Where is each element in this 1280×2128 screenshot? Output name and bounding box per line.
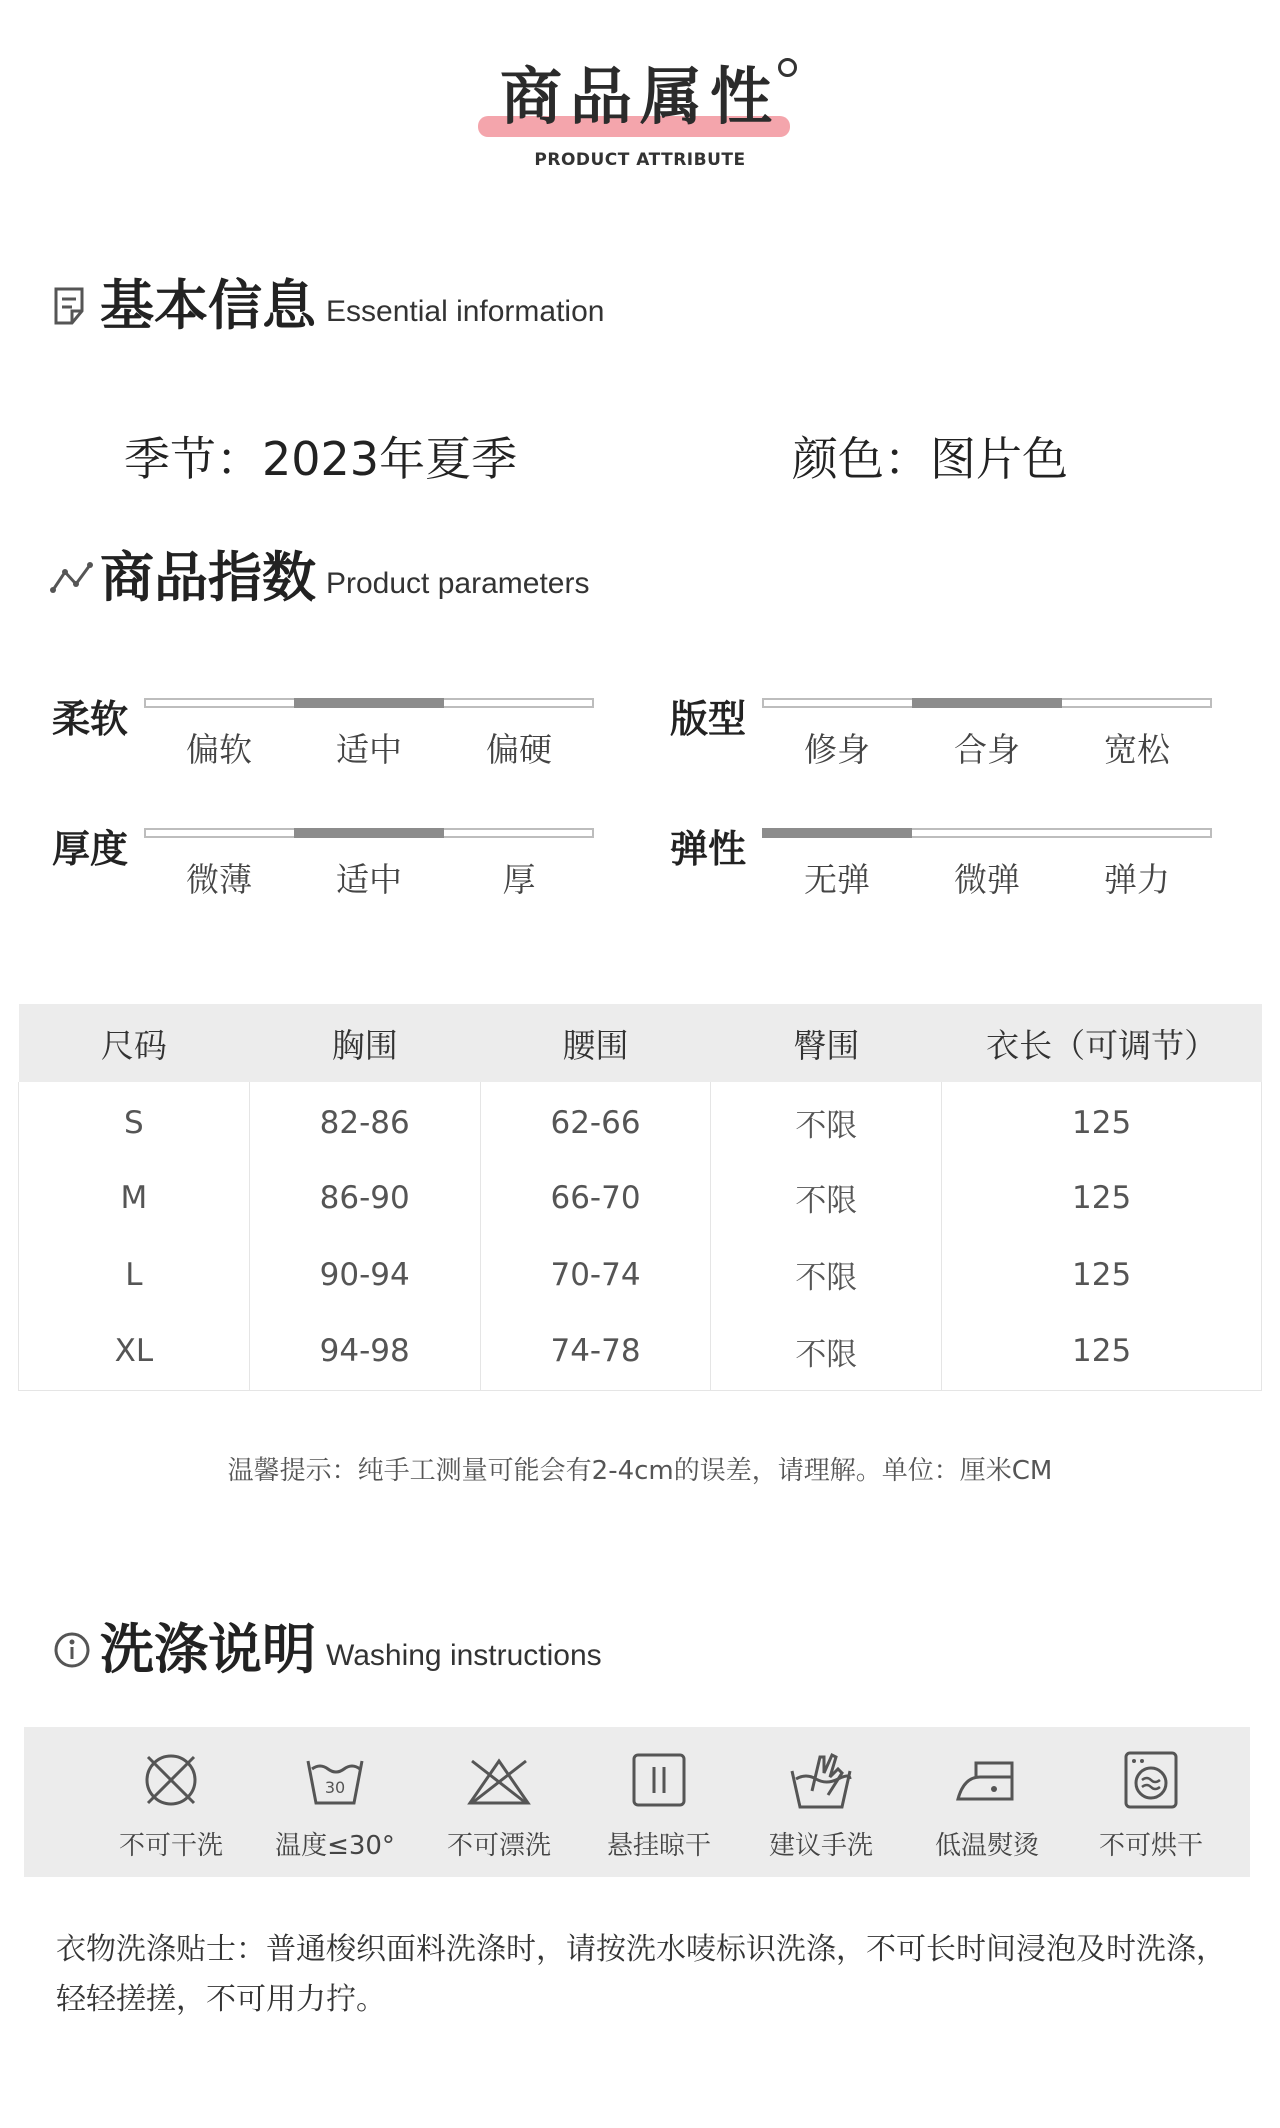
table-cell: M bbox=[19, 1159, 250, 1236]
param-track bbox=[144, 828, 594, 838]
param-track bbox=[144, 698, 594, 708]
param-option: 适中 bbox=[336, 860, 402, 899]
param-option: 微薄 bbox=[186, 860, 252, 899]
param-option: 偏软 bbox=[186, 730, 252, 769]
wash-item bbox=[260, 1741, 410, 1871]
param-selected-segment bbox=[294, 828, 444, 838]
header-waist: 腰围 bbox=[480, 1004, 711, 1082]
table-cell: 125 bbox=[942, 1236, 1262, 1313]
no-tumble-dry-icon bbox=[1118, 1747, 1184, 1813]
section-heading-basic bbox=[50, 276, 604, 336]
param-label: 弹性 bbox=[670, 827, 747, 871]
table-cell: 125 bbox=[942, 1313, 1262, 1390]
table-cell: XL bbox=[19, 1313, 250, 1390]
table-row bbox=[19, 1082, 1262, 1159]
param-1 bbox=[670, 688, 1280, 768]
header-length: 衣长（可调节） bbox=[942, 1004, 1262, 1082]
color-value: 颜色：图片色 bbox=[792, 432, 1068, 486]
table-cell: 74-78 bbox=[480, 1313, 711, 1390]
param-option: 偏硬 bbox=[486, 730, 552, 769]
section-heading-washing bbox=[50, 1620, 602, 1680]
table-cell: 66-70 bbox=[480, 1159, 711, 1236]
param-track bbox=[762, 698, 1212, 708]
table-cell: 不限 bbox=[711, 1082, 942, 1159]
table-cell: S bbox=[19, 1082, 250, 1159]
param-label: 版型 bbox=[670, 697, 747, 741]
section-heading-params bbox=[50, 548, 589, 608]
table-cell: 不限 bbox=[711, 1236, 942, 1313]
hand-wash-icon bbox=[788, 1747, 854, 1813]
table-cell: 70-74 bbox=[480, 1236, 711, 1313]
table-cell: 86-90 bbox=[249, 1159, 480, 1236]
param-2 bbox=[52, 818, 672, 898]
param-3 bbox=[670, 818, 1280, 898]
section-title-en: Essential information bbox=[326, 295, 605, 328]
param-option: 宽松 bbox=[1104, 730, 1170, 769]
header-bust: 胸围 bbox=[249, 1004, 480, 1082]
param-option: 无弹 bbox=[804, 860, 870, 899]
document-icon bbox=[50, 284, 94, 328]
param-track bbox=[762, 828, 1212, 838]
param-option: 适中 bbox=[336, 730, 402, 769]
param-0 bbox=[52, 688, 672, 768]
table-cell: L bbox=[19, 1236, 250, 1313]
param-selected-segment bbox=[294, 698, 444, 708]
wash-label: 建议手洗 bbox=[768, 1831, 873, 1861]
circle-decoration-icon bbox=[778, 58, 797, 77]
table-header-row bbox=[19, 1004, 1262, 1082]
param-option: 厚 bbox=[502, 860, 536, 899]
wash-item bbox=[912, 1741, 1062, 1871]
wash-label: 低温熨烫 bbox=[934, 1831, 1039, 1861]
svg-text:30: 30 bbox=[324, 1778, 346, 1797]
wash-label: 悬挂晾干 bbox=[606, 1831, 711, 1861]
wash-label: 温度≤30° bbox=[275, 1831, 395, 1861]
section-title-cn: 商品指数 bbox=[100, 546, 316, 609]
table-cell: 90-94 bbox=[249, 1236, 480, 1313]
wash-30-icon bbox=[302, 1747, 368, 1813]
info-icon bbox=[50, 1628, 94, 1672]
section-title-cn: 洗涤说明 bbox=[100, 1618, 316, 1681]
table-cell: 62-66 bbox=[480, 1082, 711, 1159]
table-cell: 不限 bbox=[711, 1159, 942, 1236]
page-title: 商品属性 bbox=[499, 60, 780, 133]
low-iron-icon bbox=[954, 1747, 1020, 1813]
wash-item bbox=[1076, 1741, 1226, 1871]
wash-item bbox=[584, 1741, 734, 1871]
season-value: 季节：2023年夏季 bbox=[124, 432, 518, 486]
no-bleach-icon bbox=[466, 1747, 532, 1813]
param-option: 微弹 bbox=[954, 860, 1020, 899]
section-title-en: Product parameters bbox=[326, 567, 590, 600]
wash-item bbox=[746, 1741, 896, 1871]
page-subtitle: PRODUCT ATTRIBUTE bbox=[534, 150, 746, 170]
table-row bbox=[19, 1159, 1262, 1236]
param-label: 柔软 bbox=[52, 697, 129, 741]
hang-dry-icon bbox=[626, 1747, 692, 1813]
washing-icons-bar bbox=[24, 1727, 1250, 1877]
size-table bbox=[18, 1004, 1262, 1391]
param-selected-segment bbox=[912, 698, 1062, 708]
no-dry-clean-icon bbox=[138, 1747, 204, 1813]
param-label: 厚度 bbox=[52, 827, 129, 871]
wash-label: 不可烘干 bbox=[1098, 1831, 1203, 1861]
table-cell: 不限 bbox=[711, 1313, 942, 1390]
wash-item bbox=[424, 1741, 574, 1871]
header-hip: 臀围 bbox=[711, 1004, 942, 1082]
header-block bbox=[0, 0, 1280, 170]
table-cell: 125 bbox=[942, 1159, 1262, 1236]
param-option: 合身 bbox=[954, 730, 1020, 769]
measurement-note: 温馨提示：纯手工测量可能会有2-4cm的误差，请理解。单位：厘米CM bbox=[227, 1456, 1053, 1486]
table-row bbox=[19, 1313, 1262, 1390]
table-cell: 94-98 bbox=[249, 1313, 480, 1390]
washing-tips: 衣物洗涤贴士：普通梭织面料洗涤时，请按洗水唛标识洗涤，不可长时间浸泡及时洗涤，轻轻搓搓，不可用力拧。 bbox=[56, 1932, 1226, 2017]
header-size: 尺码 bbox=[19, 1004, 250, 1082]
param-selected-segment bbox=[762, 828, 912, 838]
table-cell: 82-86 bbox=[249, 1082, 480, 1159]
param-option: 修身 bbox=[804, 730, 870, 769]
table-cell: 125 bbox=[942, 1082, 1262, 1159]
table-row bbox=[19, 1236, 1262, 1313]
wash-label: 不可干洗 bbox=[118, 1831, 223, 1861]
section-title-cn: 基本信息 bbox=[100, 274, 316, 337]
param-option: 弹力 bbox=[1104, 860, 1170, 899]
wash-label: 不可漂洗 bbox=[446, 1831, 551, 1861]
wash-item bbox=[96, 1741, 246, 1871]
section-title-en: Washing instructions bbox=[326, 1639, 602, 1672]
trend-line-icon bbox=[50, 556, 94, 600]
